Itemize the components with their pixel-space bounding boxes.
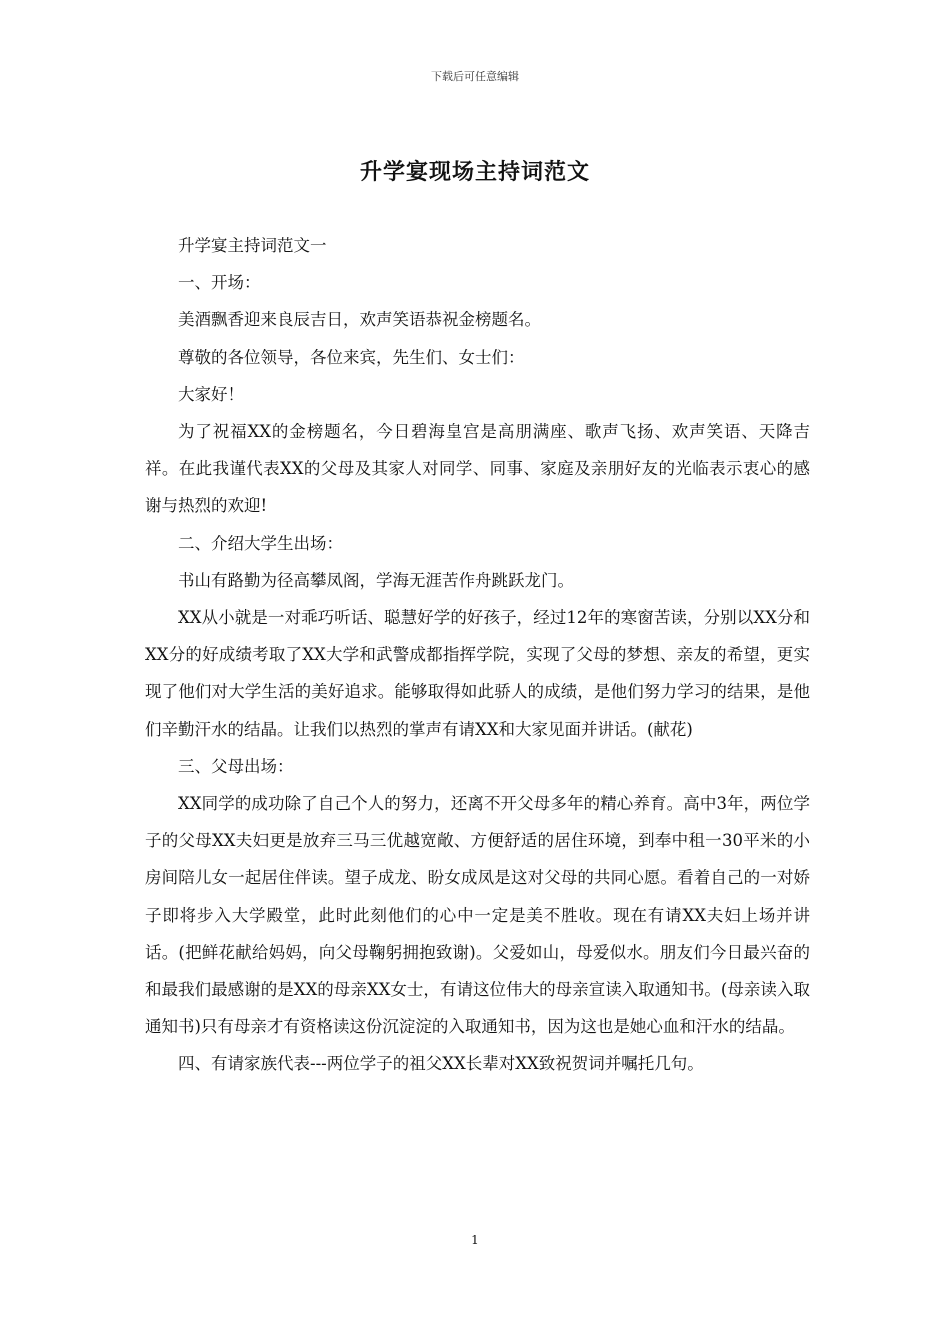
paragraph: 为了祝福XX的金榜题名，今日碧海皇宫是高朋满座、歌声飞扬、欢声笑语、天降吉祥。在此我谨代表XX的父母及其家人对同学、同事、家庭及亲朋好友的光临表示衷心的感谢与热烈的欢迎!: [145, 422, 810, 516]
paragraph-family-heading: 四、有请家族代表---两位学子的祖父XX长辈对XX致祝贺词并嘱托几句。: [178, 1054, 704, 1074]
paragraph-section-heading: 升学宴主持词范文一: [178, 236, 327, 255]
paragraph: 尊敬的各位领导，各位来宾，先生们、女士们：: [178, 347, 525, 367]
paragraph: XX从小就是一对乖巧听话、聪慧好学的好孩子，经过12年的寒窗苦读，分别以XX分和XX分的好成绩考取了XX大学和武警成都指挥学院，实现了父母的梦想、亲友的希望，更实现了他们对大学生活的美好追求。能够取得如此骄人的成绩，是他们努力学习的结果，是他们辛勤汗水的结晶。让我们以热烈的掌声有请XX和大家见面并讲话。(献花): [145, 608, 810, 739]
document-body: [145, 227, 810, 1083]
paragraph-parents-heading: 三、父母出场：: [178, 756, 294, 776]
paragraph: 书山有路勤为径高攀凤阁，学海无涯苦作舟跳跃龙门。: [178, 570, 574, 590]
page-number: 1: [471, 1233, 479, 1247]
paragraph: 大家好！: [178, 384, 244, 404]
paragraph: XX同学的成功除了自己个人的努力，还离不开父母多年的精心养育。高中3年，两位学子的父母XX夫妇更是放弃三马三优越宽敞、方便舒适的居住环境，到奉中租一30平米的小房间陪儿女一起居住伴读。望子成龙、盼女成凤是这对父母的共同心愿。看着自己的一对娇子即将步入大学殿堂，此时此刻他们的心中一定是美不胜收。现在有请XX夫妇上场并讲话。(把鲜花献给妈妈，向父母鞠躬拥抱致谢)。父爱如山，母爱似水。朋友们今日最兴奋的和最我们最感谢的是XX的母亲XX女士，有请这位伟大的母亲宣读入取通知书。(母亲读入取通知书)只有母亲才有资格读这份沉淀淀的入取通知书，因为这也是她心血和汗水的结晶。: [145, 794, 810, 1037]
paragraph-opening-heading: 一、开场：: [178, 273, 261, 293]
document-title: 升学宴现场主持词范文: [359, 159, 590, 185]
paragraph: 美酒飘香迎来良辰吉日，欢声笑语恭祝金榜题名。: [178, 310, 541, 330]
paragraph-student-heading: 二、介绍大学生出场：: [178, 533, 343, 553]
header-note: 下载后可任意编辑: [431, 70, 519, 83]
